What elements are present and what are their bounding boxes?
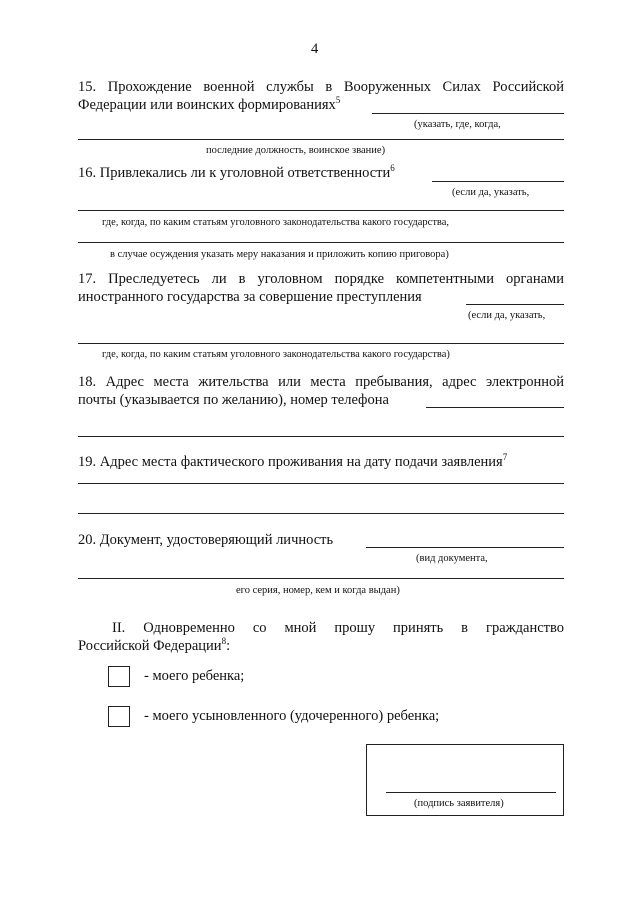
- signature-label: (подпись заявителя): [414, 798, 504, 809]
- footnote-8: 8: [221, 636, 227, 647]
- signature-line[interactable]: [386, 792, 556, 793]
- item-16-hint-2: где, когда, по каким статьям уголовного законодательства какого государства,: [102, 217, 450, 228]
- item-16-answer-line-1[interactable]: [432, 181, 564, 182]
- item-15-hint-1: (указать, где, когда,: [414, 119, 501, 130]
- section-2-line-2: Российской Федерации$^8$:: [78, 636, 231, 654]
- item-17-answer-line-2[interactable]: [78, 343, 564, 344]
- child-option-label: - моего ребенка;: [144, 668, 245, 684]
- item-17-answer-line-1[interactable]: [466, 304, 564, 305]
- item-16-answer-line-3[interactable]: [78, 242, 564, 243]
- item-17-line-1: 17. Преследуетесь ли в уголовном порядке компетентными органами: [78, 271, 564, 287]
- item-15-line-2: Федерации или воинских формированиях$^5$: [78, 95, 341, 113]
- item-17-hint-2: где, когда, по каким статьям уголовного законодательства какого государства): [102, 349, 450, 360]
- item-17-line-2: иностранного государства за совершение преступления: [78, 289, 422, 305]
- adopted-child-checkbox[interactable]: [108, 706, 130, 727]
- item-16-hint-3: в случае осуждения указать меру наказания и приложить копию приговора): [110, 249, 449, 260]
- item-20-hint-2: его серия, номер, кем и когда выдан): [236, 585, 400, 596]
- item-19-answer-line-2[interactable]: [78, 513, 564, 514]
- section-2-line-1: II. Одновременно со мной прошу принять в гражданство: [112, 620, 564, 636]
- item-16-hint-1: (если да, указать,: [452, 187, 530, 198]
- item-15-answer-line-2[interactable]: [78, 139, 564, 140]
- item-19-line-1: 19. Адрес места фактического проживания на дату подачи заявления$^7$: [78, 452, 508, 470]
- item-16-line-1: 16. Привлекались ли к уголовной ответственности$^6$: [78, 163, 395, 181]
- item-20-line-1: 20. Документ, удостоверяющий личность: [78, 532, 334, 548]
- item-20-answer-line-2[interactable]: [78, 578, 564, 579]
- item-18-answer-line-1[interactable]: [426, 407, 564, 408]
- item-18-line-2: почты (указывается по желанию), номер телефона: [78, 392, 389, 408]
- item-15-line-1: 15. Прохождение военной службы в Вооруженных Силах Российской: [78, 79, 564, 95]
- footnote-5: 5: [335, 95, 341, 106]
- child-checkbox[interactable]: [108, 666, 130, 687]
- item-17-hint-1: (если да, указать,: [468, 310, 546, 321]
- adopted-child-option-label: - моего усыновленного (удочеренного) ребенка;: [144, 708, 440, 724]
- item-20-answer-line-1[interactable]: [366, 547, 564, 548]
- item-20-hint-1: (вид документа,: [416, 553, 488, 564]
- footnote-7: 7: [502, 452, 508, 463]
- footnote-6: 6: [390, 163, 395, 174]
- item-18-answer-line-2[interactable]: [78, 436, 564, 437]
- item-15-answer-line-1[interactable]: [372, 113, 564, 114]
- item-16-answer-line-2[interactable]: [78, 210, 564, 211]
- item-19-answer-line-1[interactable]: [78, 483, 564, 484]
- item-18-line-1: 18. Адрес места жительства или места пребывания, адрес электронной: [78, 374, 564, 390]
- item-15-hint-2: последние должность, воинское звание): [206, 145, 386, 156]
- page-number: 4: [311, 41, 319, 57]
